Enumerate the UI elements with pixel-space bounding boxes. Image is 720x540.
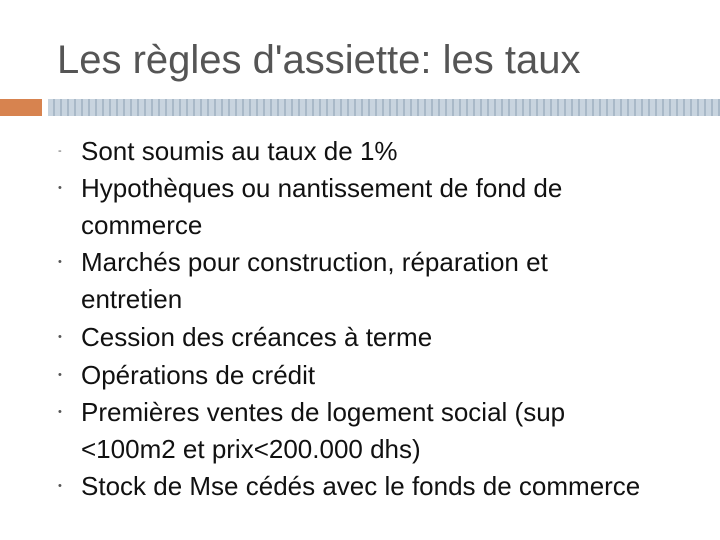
bullet-item	[0, 394, 641, 468]
dot-bullet-icon: •	[58, 331, 62, 343]
bullet-list	[0, 132, 641, 505]
slide-title: Les règles d'assiette: les taux	[57, 38, 581, 82]
bullet-text: Marchés pour construction, réparation et entretien	[81, 247, 548, 314]
bullet-text: Sont soumis au taux de 1%	[81, 136, 398, 166]
bullet-item	[0, 244, 641, 318]
bullet-item	[0, 132, 641, 170]
title-rule-bar	[48, 99, 720, 116]
dot-bullet-icon: •	[58, 256, 62, 268]
dot-bullet-icon: •	[58, 480, 62, 492]
dot-bullet-icon: •	[58, 369, 62, 381]
title-accent-bar	[0, 99, 42, 116]
bullet-text: Hypothèques ou nantissement de fond de commerce	[81, 173, 563, 240]
bullet-item	[0, 318, 641, 356]
bullet-text: Opérations de crédit	[81, 360, 316, 390]
bullet-item	[0, 356, 641, 394]
bullet-item	[0, 170, 641, 244]
dash-bullet-icon: -	[58, 145, 62, 157]
bullet-text: Premières ventes de logement social (sup <100m2 et prix<200.000 dhs)	[81, 397, 566, 464]
bullet-text: Stock de Mse cédés avec le fonds de commerce	[81, 471, 641, 501]
dot-bullet-icon: •	[58, 182, 62, 194]
bullet-text: Cession des créances à terme	[81, 322, 433, 352]
bullet-item	[0, 468, 641, 505]
dot-bullet-icon: •	[58, 406, 62, 418]
